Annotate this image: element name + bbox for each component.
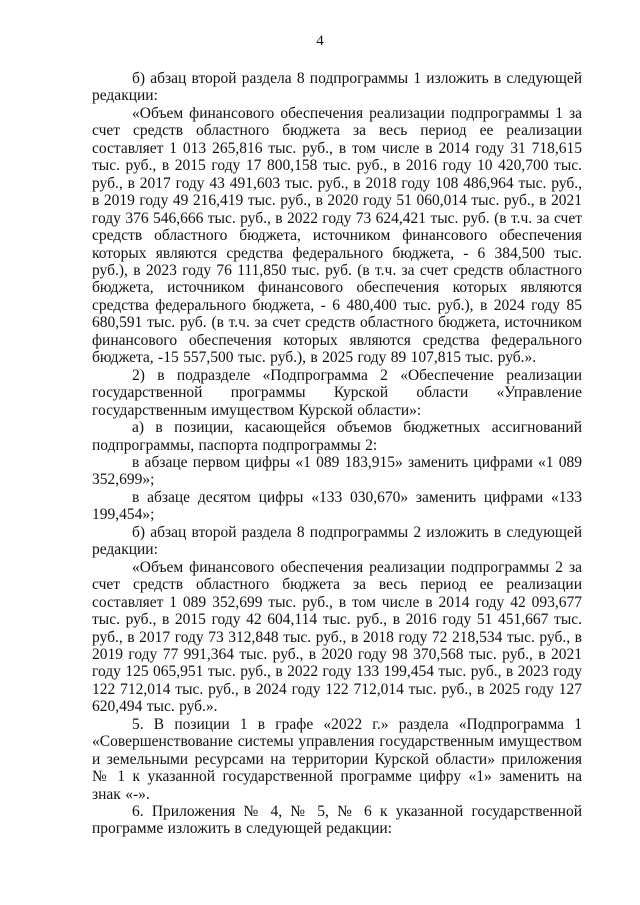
paragraph-subitem-b-section8-subprogram1: б) абзац второй раздела 8 подпрограммы 1 изложить в следующей редакции: [92, 70, 582, 105]
paragraph-subitem-a-passport: а) в позиции, касающейся объемов бюджетных ассигнований подпрограммы, паспорта подпрограммы 2: [92, 419, 582, 454]
paragraph-item2-subsection-subprogram2: 2) в подразделе «Подпрограмма 2 «Обеспечение реализации государственной программы Курской области «Управление государственным имуществом Курской области»: [92, 366, 582, 419]
paragraph-tenth-abzac-replacement: в абзаце десятом цифры «133 030,670» заменить цифрами «133 199,454»; [92, 488, 582, 524]
paragraph-first-abzac-replacement: в абзаце первом цифры «1 089 183,915» заменить цифрами «1 089 352,699»; [92, 453, 582, 489]
paragraph-item6: 6. Приложения № 4, № 5, № 6 к указанной государственной программе изложить в следующей редакции: [92, 803, 582, 838]
paragraph-item5: 5. В позиции 1 в графе «2022 г.» раздела «Подпрограмма 1 «Совершенствование системы управления государственным имуществом и земельными ресурсами на территории Курской области» приложения № 1 к указанной государственной программе цифру «1» заменить на знак «-». [92, 715, 582, 803]
paragraph-subprogram2-funding-text: «Объем финансового обеспечения реализации подпрограммы 2 за счет средств областного бюджета за весь период ее реализации составляет 1 089 352,699 тыс. руб., в том числе в 2014 году 42 093,677 тыс. руб., в 2015 году 42 604,114 тыс. руб., в 2016 году 51 451,667 тыс. руб., в 2017 году 73 312,848 тыс. руб., в 2018 году 72 218,534 тыс. руб., в 2019 году 77 991,364 тыс. руб., в 2020 году 98 370,568 тыс. руб., в 2021 году 125 065,951 тыс. руб., в 2022 году 133 199,454 тыс. руб., в 2023 году 122 712,014 тыс. руб., в 2024 году 122 712,014 тыс. руб., в 2025 году 127 620,494 тыс. руб.». [92, 558, 582, 716]
document-body [92, 70, 582, 838]
page-number: 4 [316, 33, 324, 49]
paragraph-subprogram1-funding-text: «Объем финансового обеспечения реализации подпрограммы 1 за счет средств областного бюджета за весь период ее реализации составляет 1 013 265,816 тыс. руб., в том числе в 2014 году 31 718,615 тыс. руб., в 2015 году 17 800,158 тыс. руб., в 2016 году 10 420,700 тыс. руб., в 2017 году 43 491,603 тыс. руб., в 2018 году 108 486,964 тыс. руб., в 2019 году 49 216,419 тыс. руб., в 2020 году 51 060,014 тыс. руб., в 2021 году 376 546,666 тыс. руб., в 2022 году 73 624,421 тыс. руб. (в т.ч. за счет средств областного бюджета, источником финансового обеспечения которых являются средства федерального бюджета, - 6 384,500 тыс. руб.), в 2023 году 76 111,850 тыс. руб. (в т.ч. за счет средств областного бюджета, источником финансового обеспечения которых являются средства федерального бюджета, - 6 480,400 тыс. руб.), в 2024 году 85 680,591 тыс. руб. (в т.ч. за счет средств областного бюджета, источником финансового обеспечения которых являются средства федерального бюджета, -15 557,500 тыс. руб.), в 2025 году 89 107,815 тыс. руб.». [92, 104, 582, 367]
paragraph-subitem-b-section8-subprogram2: б) абзац второй раздела 8 подпрограммы 2 изложить в следующей редакции: [92, 523, 582, 559]
